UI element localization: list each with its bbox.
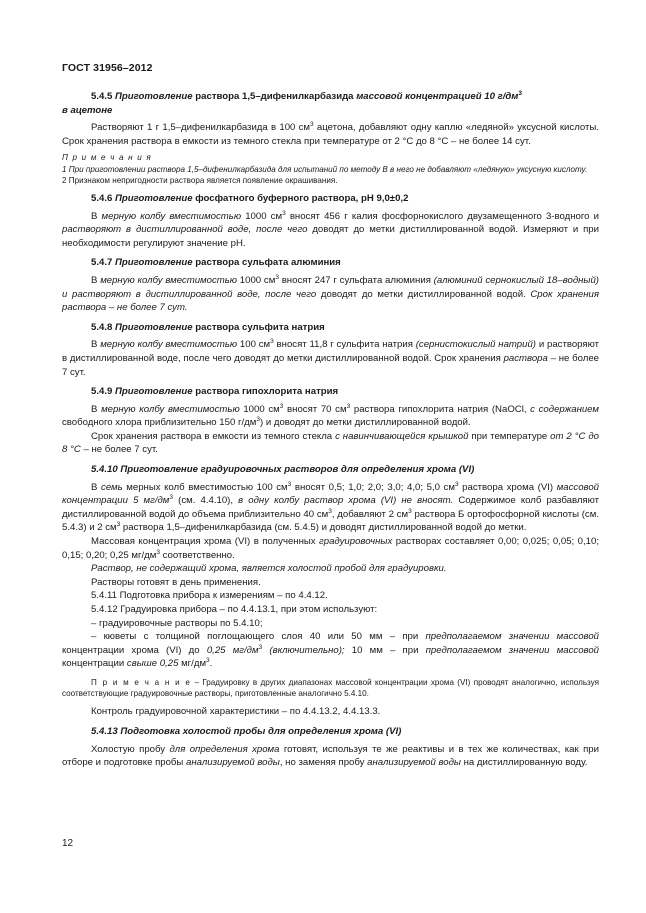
paragraph: – кюветы с толщиной поглощающего слоя 40 или 50 мм – при предполагаемом значении массовой концентрации хрома (VI) до 0,25 $мг/дм^3$ (включительно); 10 мм – при предполагаемом значении массовой концентрации свыше 0,25 $мг/дм^3$. (62, 631, 600, 670)
paragraph: Растворяют 1 г 1,5–дифенилкарбазида в 100 $см^3$ ацетона, добавляют одну каплю «ледяной» уксусной кислоты. Срок хранения раствора в емкости из темного стекла при температуре от 2 °С до 8 °С – не более 14 сут. (62, 121, 599, 147)
note-item: 2 Признаком непригодности раствора является появление окрашивания. (62, 175, 338, 185)
section-title-5-4-10: 5.4.10 Приготовление градуировочных растворов для определения хрома (VI) (91, 464, 475, 476)
section-title-5-4-6: 5.4.6 Приготовление фосфатного буферного раствора, рН 9,0±0,2 (91, 192, 409, 204)
paragraph: 5.4.12 Градуировка прибора – по 4.4.13.1, при этом используют: (91, 604, 378, 616)
document-body (62, 90, 599, 770)
document-header: ГОСТ 31956–2012 (62, 62, 153, 74)
paragraph: 5.4.11 Подготовка прибора к измерениям – по 4.4.12. (91, 590, 328, 602)
section-title-5-4-13: 5.4.13 Подготовка холостой пробы для определения хрома (VI) (91, 725, 402, 737)
paragraph: Массовая концентрация хрома (VI) в полученных градуировочных растворах составляет 0,00; 0,025; 0,05; 0,10; 0,15; 0,20; 0,25 $мг/дм^3$ соответственно. (62, 536, 599, 561)
paragraph: В мерную колбу вместимостью 100 $см^3$ вносят 11,8 г сульфита натрия (сернистокислый натрий) и растворяют в дистиллированной воде, после чего доводят до метки дистиллированной водой. Срок хранения раствора – не более 7 сут. (62, 338, 600, 378)
notes-title: П р и м е ч а н и я (62, 153, 152, 163)
section-title-5-4-9: 5.4.9 Приготовление раствора гипохлорита натрия (91, 386, 339, 398)
section-title-5-4-8: 5.4.8 Приготовление раствора сульфита натрия (91, 321, 325, 333)
paragraph: Холостую пробу для определения хрома готовят, используя те же реактивы и в тех же количествах, как при отборе и подготовке пробы анализируемой воды, но заменяя пробу анализируемой воды на дистиллированную воду. (62, 743, 599, 769)
paragraph: В мерную колбу вместимостью 1000 $см^3$ вносят 247 г сульфата алюминия (алюминий сернокислый 18–водный) и растворяют в дистиллированной воде, после чего доводят до метки дистиллированной водой. Срок хранения раствора – не более 7 сут. (62, 273, 599, 314)
paragraph: Раствор, не содержащий хрома, является холостой пробой для градуировки. (91, 563, 447, 575)
section-title-5-4-7: 5.4.7 Приготовление раствора сульфата алюминия (91, 257, 341, 269)
paragraph: В мерную колбу вместимостью 1000 $см^3$ вносят 70 $см^3$ раствора гипохлорита натрия (NaOCl, с содержанием свободного хлора приблизительно 150 $г/дм^3$) и доводят до метки дистиллированной водой. (62, 402, 599, 429)
note-item: 1 При приготовлении раствора 1,5–дифенилкарбазида для испытаний по методу В в него не добавляют «ледяную» уксусную кислоту. (62, 164, 588, 174)
paragraph: – градуировочные растворы по 5.4.10; (91, 617, 263, 629)
paragraph: Растворы готовят в день применения. (91, 576, 261, 588)
page-number: 12 (62, 838, 74, 849)
paragraph: В семь мерных колб вместимостью 100 $см^3$ вносят 0,5; 1,0; 2,0; 3,0; 4,0; 5,0 $см^3$ раствора хрома (VI) массовой концентрации 5 $мг/дм^3$ (см. 4.4.10), в одну колбу раствор хрома (VI) не вносят. Содержимое колб разбавляют дистиллированной водой до объема приблизительно 40 $см^3$, добавляют 2 $см^3$ раствора Б ортофосфорной кислоты (см. 5.4.3) и 2 $см^3$ раствора 1,5–дифенилкарбазида (см. 5.4.5) и доводят дистиллированной водой до метки. (62, 480, 600, 534)
notes-block (62, 152, 599, 186)
paragraph: Срок хранения раствора в емкости из темного стекла с навинчивающейся крышкой при температуре от 2 °С до 8 °С – не более 7 сут. (62, 430, 599, 456)
paragraph: В мерную колбу вместимостью 1000 $см^3$ вносят 456 г калия фосфорнокислого двузамещенного 3-водного и растворяют в дистиллированной воде, после чего доводят до метки дистиллированной водой. Измеряют и при необходимости регулируют значение рН. (62, 209, 600, 249)
note-item: П р и м е ч а н и е – Градуировку в других диапазонах массовой концентрации хрома (VI) проводят аналогично, используя соответствующие градуировочные растворы, приготовленные аналогично 5.4.10. (62, 677, 600, 699)
paragraph: Контроль градуировочной характеристики – по 4.4.13.2, 4.4.13.3. (91, 706, 381, 718)
section-title-5-4-5: 5.4.5 Приготовление раствора 1,5–дифенилкарбазида массовой концентрацией 10 $г/дм^3$ в ацетоне (62, 89, 523, 116)
